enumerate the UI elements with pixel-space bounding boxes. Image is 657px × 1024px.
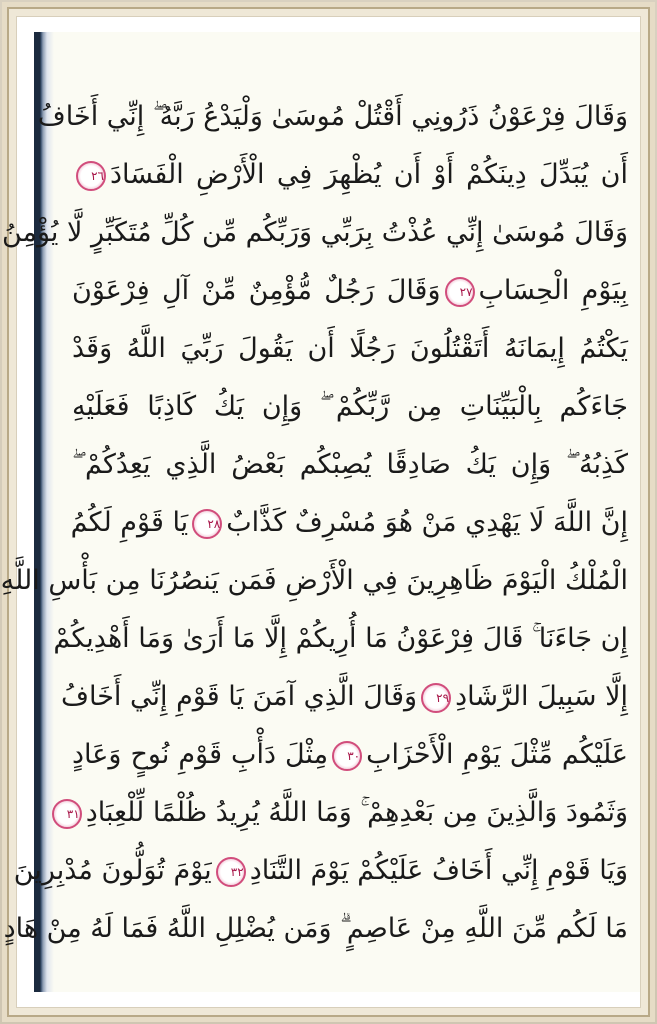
text-line: مَا لَكُم مِّنَ اللَّهِ مِنْ عَاصِمٍ ۗ وَمَن يُضْلِلِ اللَّهُ فَمَا لَهُ مِنْ هَادٍ: [3, 913, 628, 944]
text-line: الْمُلْكُ الْيَوْمَ ظَاهِرِينَ فِي الْأَرْضِ فَمَن يَنصُرُنَا مِن بَأْسِ اللَّهِ: [0, 565, 628, 596]
ayah-number-marker: ٢٦: [76, 161, 106, 191]
text-line: كَذِبُهُ ۖ وَإِن يَكُ صَادِقًا يُصِبْكُم بَعْضُ الَّذِي يَعِدُكُمْ ۖ: [72, 449, 628, 480]
text-line: إِن جَاءَنَا ۚ قَالَ فِرْعَوْنُ مَا أُرِيكُمْ إِلَّا مَا أَرَىٰ وَمَا أَهْدِيكُمْ: [53, 623, 628, 654]
text-line: إِنَّ اللَّهَ لَا يَهْدِي مَنْ هُوَ مُسْرِفٌ كَذَّابٌ٢٨يَا قَوْمِ لَكُمُ: [70, 507, 628, 538]
text-line: جَاءَكُم بِالْبَيِّنَاتِ مِن رَّبِّكُمْ ۖ وَإِن يَكُ كَاذِبًا فَعَلَيْهِ: [72, 391, 628, 422]
text-line: وَيَا قَوْمِ إِنِّي أَخَافُ عَلَيْكُمْ يَوْمَ التَّنَادِ٣٢يَوْمَ تُوَلُّونَ مُدْبِرِينَ: [13, 855, 628, 886]
text-line: عَلَيْكُم مِّثْلَ يَوْمِ الْأَحْزَابِ٣٠مِثْلَ دَأْبِ قَوْمِ نُوحٍ وَعَادٍ: [72, 739, 629, 770]
ayah-number-marker: ٣٠: [332, 741, 362, 771]
text-line: وَقَالَ فِرْعَوْنُ ذَرُونِي أَقْتُلْ مُوسَىٰ وَلْيَدْعُ رَبَّهُ ۖ إِنِّي أَخَافُ: [37, 101, 628, 132]
text-line: وَثَمُودَ وَالَّذِينَ مِن بَعْدِهِمْ ۚ وَمَا اللَّهُ يُرِيدُ ظُلْمًا لِّلْعِبَادِ٣١: [72, 784, 628, 842]
ayah-number-marker: ٣١: [52, 799, 82, 829]
text-line: وَقَالَ مُوسَىٰ إِنِّي عُذْتُ بِرَبِّي وَرَبِّكُم مِّن كُلِّ مُتَكَبِّرٍ لَّا يُؤْمِنُ: [1, 217, 628, 248]
ayah-number-marker: ٢٩: [421, 683, 451, 713]
text-line: بِيَوْمِ الْحِسَابِ٢٧وَقَالَ رَجُلٌ مُّؤْمِنٌ مِّنْ آلِ فِرْعَوْنَ: [72, 275, 628, 306]
quran-text-block: [0, 88, 629, 958]
text-line: يَكْتُمُ إِيمَانَهُ أَتَقْتُلُونَ رَجُلًا أَن يَقُولَ رَبِّيَ اللَّهُ وَقَدْ: [72, 333, 628, 364]
text-line: أَن يُبَدِّلَ دِينَكُمْ أَوْ أَن يُظْهِرَ فِي الْأَرْضِ الْفَسَادَ٢٦: [72, 146, 628, 204]
text-line: إِلَّا سَبِيلَ الرَّشَادِ٢٩وَقَالَ الَّذِي آمَنَ يَا قَوْمِ إِنِّي أَخَافُ: [60, 681, 628, 712]
ayah-number-marker: ٢٧: [445, 277, 475, 307]
ayah-number-marker: ٢٨: [192, 509, 222, 539]
ayah-number-marker: ٣٢: [216, 857, 246, 887]
